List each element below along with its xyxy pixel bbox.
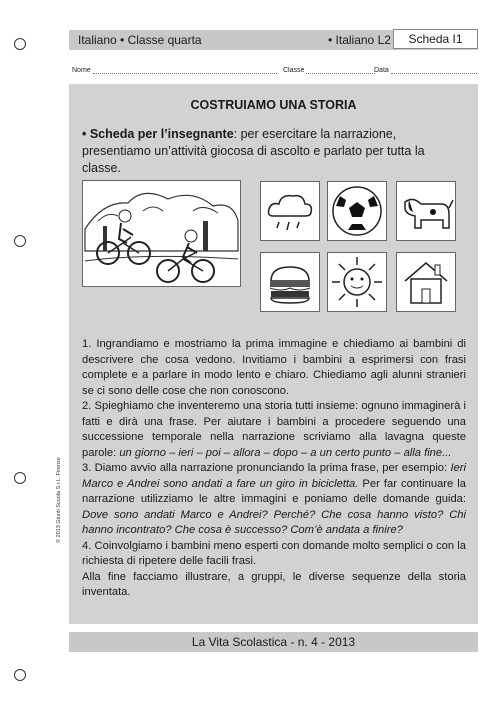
student-fields xyxy=(72,66,477,76)
binder-hole-icon xyxy=(14,472,26,484)
header-bar xyxy=(69,30,477,50)
step-2: 2. Spieghiamo che inventeremo una storia tutti insieme: ognuno immaginerà i fatti e dirà una frase. Per aiutare i bambini a procedere seguendo una successione temporale nella narrazione scriviamo alla lavagna queste parole: un giorno – ieri – poi – allora – dopo – a un certo punto – alla fine... xyxy=(82,400,466,459)
house-image xyxy=(396,252,456,312)
bicycles-scene-image xyxy=(82,180,241,287)
header-subject: Italiano • Classe quarta xyxy=(78,33,202,47)
teacher-intro xyxy=(82,126,462,177)
intro-text: : per esercitare la narrazione, presentiamo un’attività giocosa di ascolto e parlato per tutta la classe. xyxy=(82,127,425,175)
classe-label: Classe xyxy=(283,67,305,74)
header-course: • Italiano L2 xyxy=(328,33,391,47)
data-label: Data xyxy=(374,67,389,74)
sun-image xyxy=(327,252,387,312)
binder-hole-icon xyxy=(14,669,26,681)
data-line[interactable] xyxy=(391,66,477,74)
content-panel xyxy=(69,84,478,624)
nome-label: Nome xyxy=(72,67,91,74)
worksheet-id-badge: Scheda I1 xyxy=(393,29,478,49)
footer-bar: La Vita Scolastica - n. 4 - 2013 xyxy=(69,632,478,652)
soccer-ball-image xyxy=(327,181,387,241)
classe-line[interactable] xyxy=(306,66,375,74)
step-3: 3. Diamo avvio alla narrazione pronunciando la prima frase, per esempio: Ieri Marco e Andrei sono andati a fare un giro in bicicletta. Per far continuare la narrazione utilizziamo le altre immagini e poniamo delle domande guida: Dove sono andati Marco e Andrei? Perché? Che cosa hanno visto? Chi hanno incontrato? Che cosa è successo? Com’è andata a finire? xyxy=(82,462,466,536)
rain-cloud-image xyxy=(260,181,320,241)
page-title: COSTRUIAMO UNA STORIA xyxy=(190,98,357,112)
nome-line[interactable] xyxy=(93,66,277,74)
intro-bold: • Scheda per l’insegnante xyxy=(82,127,234,141)
binder-hole-icon xyxy=(14,38,26,50)
step-1: 1. Ingrandiamo e mostriamo la prima immagine e chiediamo ai bambini di descrivere che cosa vedono. Invitiamo i bambini a esprimersi con frasi complete e a parlare in modo lento e chiaro. Chiediamo agli alunni stranieri se ci sono delle cose che non conoscono. xyxy=(82,338,466,397)
step-4: 4. Coinvolgiamo i bambini meno esperti con domande molto semplici o con la richiesta di ripetere delle facili frasi. xyxy=(82,539,466,567)
copyright-notice: © 2013 Giunti Scuola S.r.l., Firenze xyxy=(56,457,62,543)
hamburger-image xyxy=(260,252,320,312)
closing-note: Alla fine facciamo illustrare, a gruppi, le diverse sequenze della storia inventata. xyxy=(82,570,466,598)
instructions-text xyxy=(82,337,466,601)
binder-hole-icon xyxy=(14,235,26,247)
dog-image xyxy=(396,181,456,241)
